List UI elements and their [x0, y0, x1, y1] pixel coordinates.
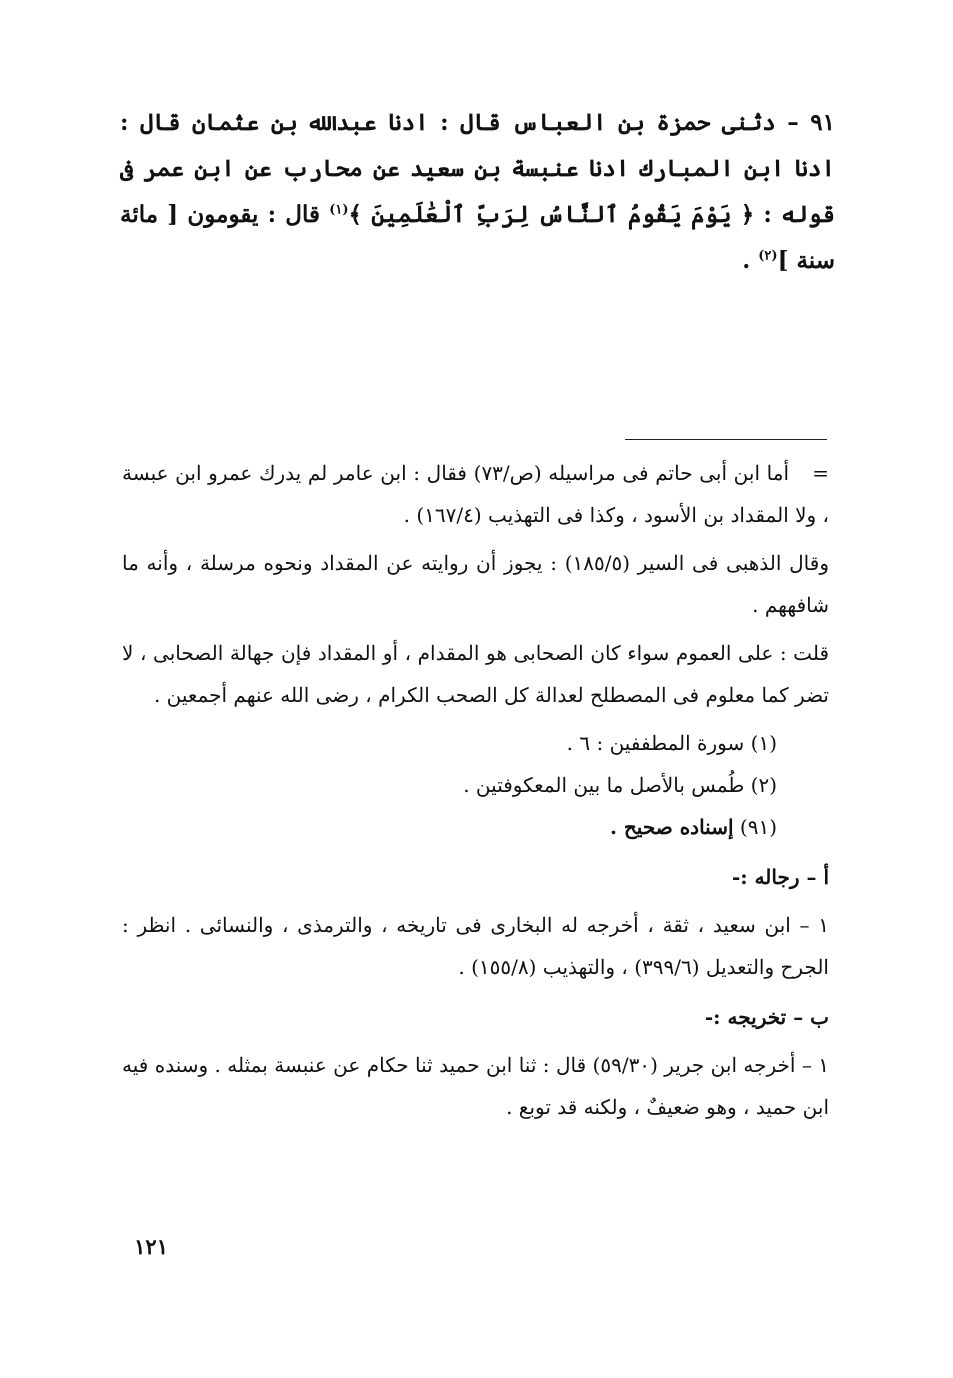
- hadith-text: [120, 100, 835, 284]
- footnote-ref-1: (١): [329, 202, 349, 218]
- rijal-item-1: ١ – ابن سعيد ، ثقة ، أخرجه له البخارى فى تاريخه ، والترمذى ، والنسائى . انظر : الجرح والتعديل (٣٩٩/٦) ، والتهذيب (١٥٥/٨) .: [122, 913, 829, 979]
- heading-rijal: أ – رجاله :-: [731, 865, 829, 889]
- takhrij-item-1: ١ – أخرجه ابن جرير (٥٩/٣٠) قال : ثنا ابن حميد ثنا حكام عن عنبسة بمثله . وسنده فيه ابن حميد ، وهو ضعيفٌ ، ولكنه قد توبع .: [122, 1053, 829, 1119]
- footnote-91-verdict: إسناده صحيح .: [609, 815, 734, 839]
- hadith-number: ٩١: [810, 109, 835, 136]
- hadith-body: دثنى حمزة بن العباس قال : ادنا عبدالله بن عثمان قال : ادنا ابن المبارك ادنا عنبسة بن سعيد عن محارب عن ابن عمر فى قوله : ﴿ يَوْمَ يَقُومُ ٱلنَّاسُ لِرَبِّ ٱلْعَٰلَمِينَ ﴾: [120, 109, 835, 228]
- continuation-text: أما ابن أبى حاتم فى مراسيله (ص/٧٣) فقال : ابن عامر لم يدرك عمرو ابن عبسة ، ولا المقداد بن الأسود ، وكذا فى التهذيب (١٦٧/٤) .: [122, 461, 829, 527]
- footnote-ref-2: (٢): [758, 248, 778, 264]
- hadith-body-cont: قال : يقومون [ مائة سنة ]: [120, 201, 835, 274]
- note-paragraph: قلت : على العموم سواء كان الصحابى هو المقدام ، أو المقداد فإن جهالة الصحابى ، لا تضر كما معلوم فى المصطلح لعدالة كل الصحب الكرام ، رضى الله عنهم أجمعين .: [122, 641, 829, 707]
- footnote-91: [122, 806, 777, 848]
- footnote-91-number: (٩١): [739, 815, 777, 839]
- footnotes-section: [122, 452, 829, 1134]
- heading-takhrij: ب – تخريجه :-: [704, 1005, 829, 1029]
- hadith-end: .: [742, 247, 759, 274]
- footnote-divider: [625, 439, 827, 440]
- footnote-1: (١) سورة المطففين : ٦ .: [566, 731, 777, 755]
- hadith-paragraph: [120, 100, 835, 284]
- footnote-2: (٢) طُمس بالأصل ما بين المعكوفتين .: [463, 773, 777, 797]
- page-number: ١٢١: [134, 1234, 168, 1259]
- hadith-number-separator: –: [775, 109, 811, 136]
- note-paragraph: وقال الذهبى فى السير (١٨٥/٥) : يجوز أن روايته عن المقداد ونحوه مرسلة ، وأنه ما شافههم .: [122, 551, 829, 617]
- footnote-continuation: [122, 452, 829, 536]
- footnote-list: [122, 722, 829, 848]
- continuation-mark: =: [812, 461, 830, 485]
